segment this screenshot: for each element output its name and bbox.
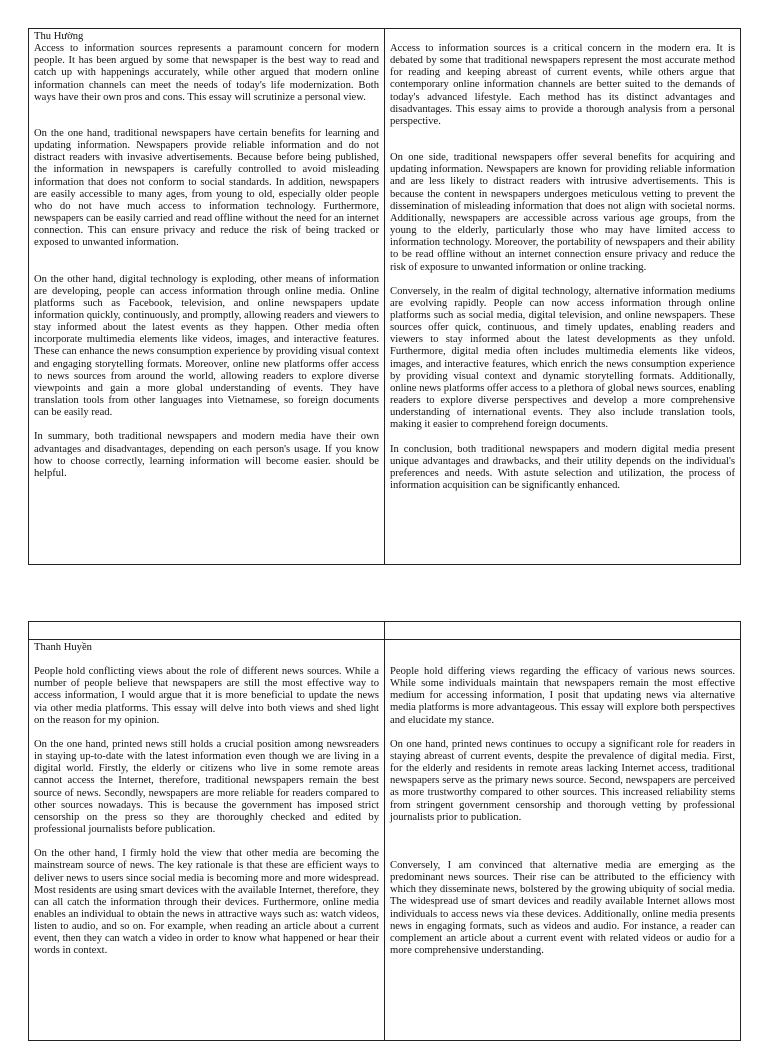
author-name: Thanh Huyền [34, 642, 92, 653]
original-body-1: On the one hand, traditional newspapers have certain benefits for learning and updating information. Newspapers provide reliable information and do not distract readers with invasive advertisements. Because before being published, the information in newspapers is carefully controlled to avoid misleading information that does not conform to social standards. In addition, newspapers are easily accessible to many ages, from young to old, especially older people who do not have much access to information technology. Furthermore, newspapers can be easily carried and read offline without the need for an internet connection. This can ensure privacy and reduce the risk of being tracked or exposed to unwanted information. [34, 127, 379, 249]
author-name: Thu Hường [34, 31, 84, 42]
original-body-1: On the one hand, printed news still holds a crucial position among newsreaders in staying up-to-date with the latest information even though we are living in a digital world. Firstly, the elderly or citizens who live in some remote areas cannot access the Internet, therefore, traditional newspapers remain the best source of news. Secondly, newspapers are more reliable for readers compared to other sources nowadays. This is because the government has imposed strict censorship on the press so they are thoroughly checked and edited by professional journalists before publication. [34, 738, 379, 836]
revised-intro: People hold differing views regarding the efficacy of various news sources. While some individuals maintain that newspapers remain the most effective medium for accessing information, I posit that updating news via alternative media platforms is more advantageous. This essay will explore both perspectives and elucidate my stance. [390, 666, 735, 726]
revised-essay-cell [385, 640, 741, 1041]
revised-conclusion: In conclusion, both traditional newspapers and modern digital media present unique advantages and drawbacks, and their utility depends on the individual's preferences and needs. With astute selection and utilization, the process of information acquisition can be significantly enhanced. [390, 443, 735, 491]
revised-body-1: On one hand, printed news continues to occupy a significant role for readers in staying abreast of current events, despite the prevalence of digital media. First, for the elderly and residents in remote areas lacking Internet access, traditional newspapers serve as the primary news source. Second, newspapers are perceived as more trustworthy compared to other sources. This increased reliability stems from stringent government censorship and thorough vetting by professional journalists prior to publication. [390, 738, 735, 823]
essay-table-thanh-huyen [28, 621, 741, 1041]
original-essay-cell [29, 29, 385, 565]
header-cell-left [29, 622, 385, 640]
revised-body-2: Conversely, I am convinced that alternative media are emerging as the predominant news sources. Their rise can be attributed to the efficiency with which they disseminate news, bolstered by the growing ubiquity of social media. The widespread use of smart devices and readily available Internet allows most individuals to access news via these devices. Additionally, online media presents news in engaging formats, such as videos and audio. For instance, a reader can complement an article about a current event with related videos or audio for a more comprehensive understanding. [390, 859, 735, 956]
revised-intro: Access to information sources is a critical concern in the modern era. It is debated by some that traditional newspapers represent the most accurate method for reading and keeping abreast of current events, while others argue that contemporary online information channels are better suited to the demands of today's advanced lifestyle. Each method has its distinct advantages and disadvantages. This essay aims to provide a thorough analysis from a personal perspective. [390, 43, 735, 127]
original-body-2: On the other hand, I firmly hold the view that other media are becoming the mainstream source of news. The key rationale is that these are efficient ways to deliver news to users since social media is becoming more and more widespread. Most residents are using smart devices with the available Internet, therefore, they can all catch the information through their devices. Furthermore, online media enables an individual to obtain the news in attractive ways such as: watch videos, listen to audio, and so on. For example, when reading an article about a current event, then they can watch a video in order to know what happened or hear their words in context. [34, 848, 379, 957]
essay-table-thu-huong [28, 28, 741, 565]
revised-body-1: On one side, traditional newspapers offer several benefits for acquiring and updating information. Newspapers are known for providing reliable information and are less likely to distract readers with intrusive advertisements. This is because the content in newspapers undergoes meticulous vetting to prevent the dissemination of misleading information that does not align with societal norms. Additionally, newspapers are accessible across various age groups, from the young to the elderly, particularly those who may have limited access to information technology. Moreover, the portability of newspapers and their ability to be read offline without an internet connection ensure privacy and reduce the risk of exposure to unwanted information or online tracking. [390, 152, 735, 273]
revised-body-2: Conversely, in the realm of digital technology, alternative information mediums are evolving rapidly. People can now access information through online platforms such as social media, digital television, and online newspapers. These sources offer quick, continuous, and timely updates, enabling readers and viewers to stay informed about the latest developments as they unfold. Furthermore, digital media often includes multimedia elements like videos, images, and interactive features, which enrich the news consumption experience by providing visual context and dynamic storytelling formats. Additionally, online news platforms offer access to a plethora of global news sources, enabling readers to explore diverse perspectives and develop a more comprehensive understanding of international events. They also include translation tools, making it easier to comprehend foreign documents. [390, 285, 735, 431]
header-cell-right [385, 622, 741, 640]
original-essay-cell [29, 640, 385, 1041]
original-intro: People hold conflicting views about the role of different news sources. While a number of people believe that newspapers are still the most effective way to access information, I would argue that it is more beneficial to update the news via other media platforms. This essay will delve into both views and shed light on the reason for my opinion. [34, 666, 379, 726]
original-intro: Access to information sources represents a paramount concern for modern people. It has been argued by some that newspaper is the best way to read and catch up with happenings accurately, while other argued that modern online information channels can meet the needs of today's life modernization. Both ways have their own pros and cons. This essay will scrutinize a personal view. [34, 43, 379, 103]
original-conclusion: In summary, both traditional newspapers and modern media have their own advantages and disadvantages, depending on each person's usage. If you know how to choose correctly, learning information will become easier. should be helpful. [34, 431, 379, 479]
original-body-2: On the other hand, digital technology is exploding, other means of information are developing, people can access information through online media. Online platforms such as Facebook, television, and online newspapers update information quickly, continuously, and promptly, allowing readers and viewers to stay informed about the latest events as they happen. Other media often incorporate multimedia elements like videos, images, and interactive features. These can enhance the news consumption experience by providing visual context and engaging storytelling formats. Moreover, online new platforms offer access to news sources from around the world, allowing readers to explore diverse viewpoints and gain a more global understanding of events. They have translation tools from other languages into Vietnamese, so foreign documents can be easily read. [34, 273, 379, 419]
revised-essay-cell [385, 29, 741, 565]
